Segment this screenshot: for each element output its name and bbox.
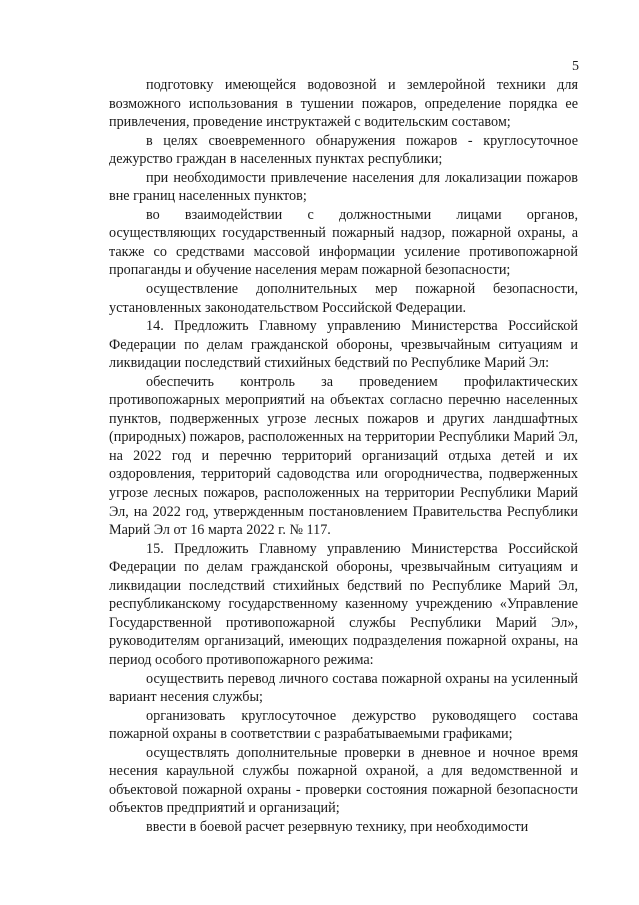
document-body (109, 76, 578, 836)
paragraph: 15. Предложить Главному управлению Министерства Российской Федерации по делам гражданской обороны, чрезвычайным ситуациям и ликвидации последствий стихийных бедствий по Республике Марий Эл, республиканскому государственному казенному учреждению «Управление Государственной противопожарной службы Республики Марий Эл», руководителям организаций, имеющих подразделения пожарной охраны, на период особого противопожарного режима: (109, 540, 578, 668)
paragraph: 14. Предложить Главному управлению Министерства Российской Федерации по делам гражданской обороны, чрезвычайным ситуациям и ликвидации последствий стихийных бедствий по Республике Марий Эл: (109, 318, 578, 372)
paragraph: осуществить перевод личного состава пожарной охраны на усиленный вариант несения службы; (109, 670, 578, 706)
paragraph: организовать круглосуточное дежурство руководящего состава пожарной охраны в соответствии с разрабатываемыми графиками; (109, 707, 578, 743)
paragraph: ввести в боевой расчет резервную технику, при необходимости (146, 818, 529, 835)
paragraph: при необходимости привлечение населения для локализации пожаров вне границ населенных пунктов; (109, 169, 578, 205)
paragraph: подготовку имеющейся водовозной и землеройной техники для возможного использования в тушении пожаров, определение порядка ее привлечения, проведение инструктажей с водительским составом; (109, 77, 578, 131)
paragraph: осуществление дополнительных мер пожарной безопасности, установленных законодательством Российской Федерации. (109, 281, 578, 316)
paragraph: в целях своевременного обнаружения пожаров - круглосуточное дежурство граждан в населенных пунктах республики; (109, 132, 578, 168)
page-number: 5 (572, 59, 579, 74)
paragraph: осуществлять дополнительные проверки в дневное и ночное время несения караульной службы пожарной охраной, а для ведомственной и объектовой пожарной охраны - проверки состояния пожарной безопасности объектов предприятий и организаций; (109, 744, 578, 817)
paragraph: обеспечить контроль за проведением профилактических противопожарных мероприятий на объектах согласно перечню населенных пунктов, подверженных угрозе лесных пожаров и других ландшафтных (природных) пожаров, расположенных на территории Республики Марий Эл, на 2022 год и перечню территорий организаций отдыха детей и их оздоровления, территорий садоводства или огородничества, подверженных угрозе лесных пожаров, расположенных на территории Республики Марий Эл, на 2022 год, утвержденным постановлением Правительства Республики Марий Эл от 16 марта 2022 г. № 117. (109, 373, 578, 539)
paragraph: во взаимодействии с должностными лицами органов, осуществляющих государственный пожарный надзор, пожарной охраны, а также со средствами массовой информации усиление противопожарной пропаганды и обучение населения мерам пожарной безопасности; (109, 206, 578, 279)
